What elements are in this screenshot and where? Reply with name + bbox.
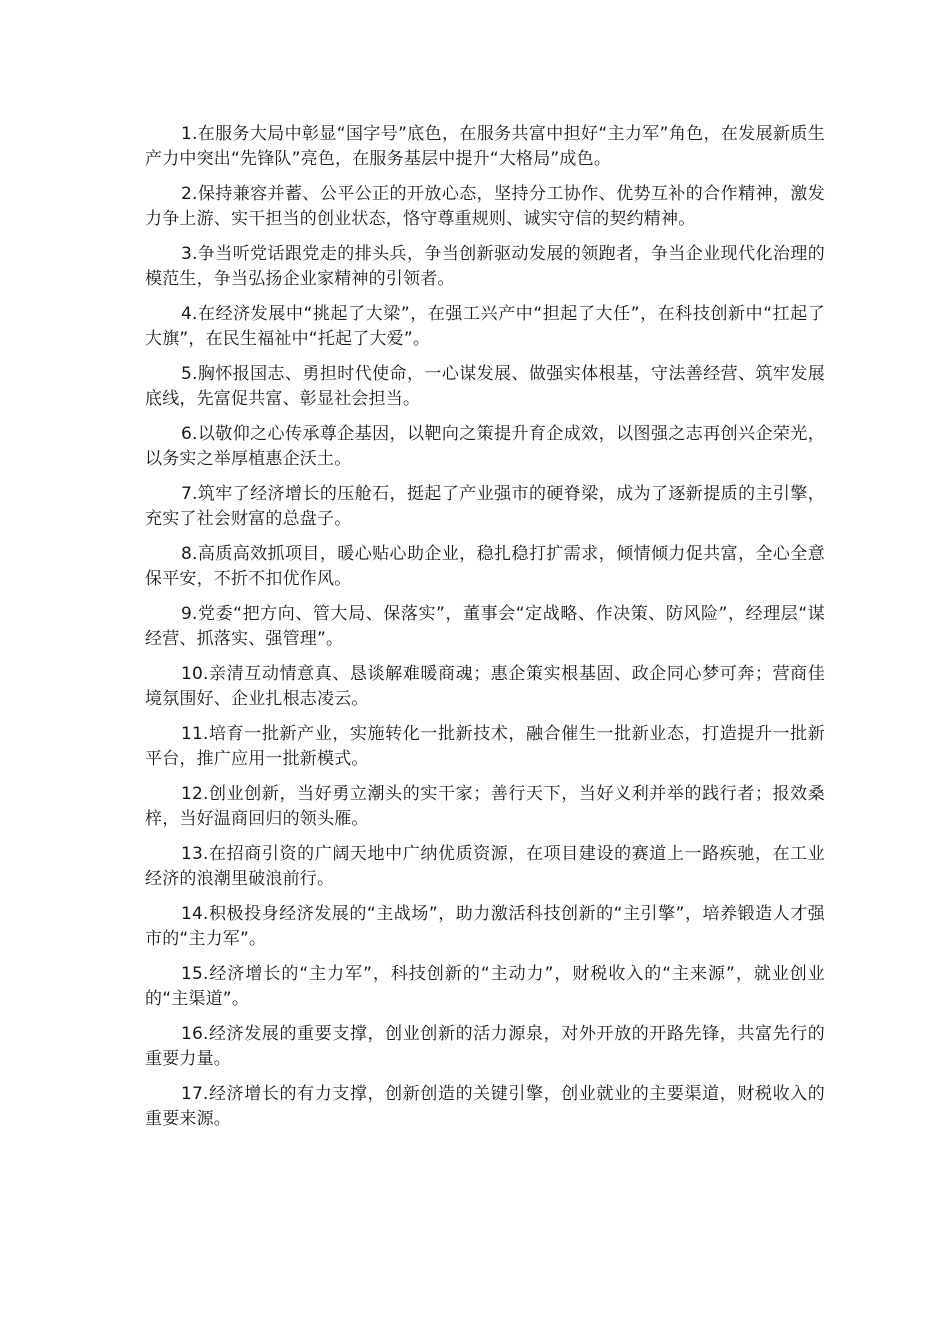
paragraph-13: 13.在招商引资的广阔天地中广纳优质资源，在项目建设的赛道上一路疾驰，在工业经济的浪潮里破浪前行。: [145, 844, 825, 889]
paragraph-11: 11.培育一批新产业，实施转化一批新技术，融合催生一批新业态，打造提升一批新平台，推广应用一批新模式。: [145, 724, 825, 769]
paragraph-7: 7.筑牢了经济增长的压舱石，挺起了产业强市的硬脊梁，成为了逐新提质的主引擎，充实了社会财富的总盘子。: [145, 484, 825, 529]
paragraph-3: 3.争当听党话跟党走的排头兵，争当创新驱动发展的领跑者，争当企业现代化治理的模范生，争当弘扬企业家精神的引领者。: [145, 244, 825, 289]
document-body: [145, 122, 825, 1142]
paragraph-2: 2.保持兼容并蓄、公平公正的开放心态，坚持分工协作、优势互补的合作精神，激发力争上游、实干担当的创业状态，恪守尊重规则、诚实守信的契约精神。: [145, 184, 825, 229]
paragraph-10: 10.亲清互动情意真、恳谈解难暖商魂；惠企策实根基固、政企同心梦可奔；营商佳境氛围好、企业扎根志凌云。: [145, 664, 825, 709]
paragraph-15: 15.经济增长的“主力军”，科技创新的“主动力”，财税收入的“主来源”，就业创业的“主渠道”。: [145, 964, 825, 1009]
paragraph-8: 8.高质高效抓项目，暖心贴心助企业，稳扎稳打扩需求，倾情倾力促共富，全心全意保平安，不折不扣优作风。: [145, 544, 825, 589]
paragraph-4: 4.在经济发展中“挑起了大梁”，在强工兴产中“担起了大任”，在科技创新中“扛起了大旗”，在民生福祉中“托起了大爱”。: [145, 304, 825, 349]
paragraph-14: 14.积极投身经济发展的“主战场”，助力激活科技创新的“主引擎”，培养锻造人才强市的“主力军”。: [145, 904, 825, 949]
paragraph-6: 6.以敬仰之心传承尊企基因，以靶向之策提升育企成效，以图强之志再创兴企荣光，以务实之举厚植惠企沃土。: [145, 424, 825, 469]
paragraph-5: 5.胸怀报国志、勇担时代使命，一心谋发展、做强实体根基，守法善经营、筑牢发展底线，先富促共富、彰显社会担当。: [145, 364, 825, 409]
paragraph-9: 9.党委“把方向、管大局、保落实”，董事会“定战略、作决策、防风险”，经理层“谋经营、抓落实、强管理”。: [145, 604, 825, 649]
paragraph-17: 17.经济增长的有力支撑，创新创造的关键引擎，创业就业的主要渠道，财税收入的重要来源。: [145, 1084, 825, 1129]
paragraph-12: 12.创业创新，当好勇立潮头的实干家；善行天下，当好义利并举的践行者；报效桑梓，当好温商回归的领头雁。: [145, 784, 825, 829]
paragraph-1: 1.在服务大局中彰显“国字号”底色，在服务共富中担好“主力军”角色，在发展新质生产力中突出“先锋队”亮色，在服务基层中提升“大格局”成色。: [145, 124, 825, 169]
paragraph-16: 16.经济发展的重要支撑，创业创新的活力源泉，对外开放的开路先锋，共富先行的重要力量。: [145, 1024, 825, 1069]
